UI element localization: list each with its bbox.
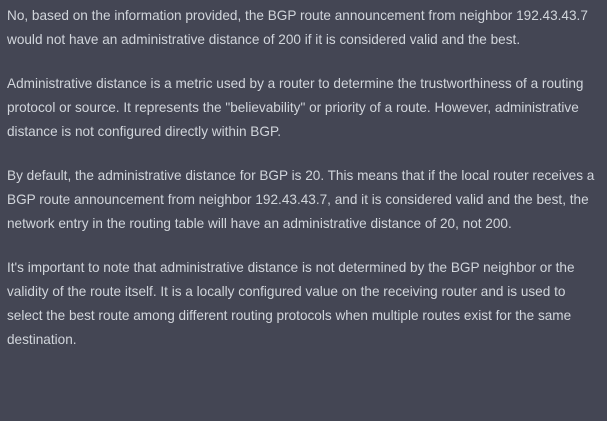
paragraph-answer: No, based on the information provided, the BGP route announcement from neighbor 192.43.43.7 would not have an administrative distance of 200 if it is considered valid and the best. <box>7 8 588 47</box>
paragraph-definition: Administrative distance is a metric used by a router to determine the trustworthiness of a routing protocol or source. It represents the "believability" or priority of a route. However, administrative distance is not configured directly within BGP. <box>7 76 584 139</box>
paragraph-default-value: By default, the administrative distance for BGP is 20. This means that if the local router receives a BGP route announcement from neighbor 192.43.43.7, and it is considered valid and the best, the network entry in the routing table will have an administrative distance of 20, not 200. <box>7 168 595 231</box>
paragraph-note: It's important to note that administrative distance is not determined by the BGP neighbor or the validity of the route itself. It is a locally configured value on the receiving router and is used to select the best route among different routing protocols when multiple routes exist for the same destination. <box>7 260 575 347</box>
